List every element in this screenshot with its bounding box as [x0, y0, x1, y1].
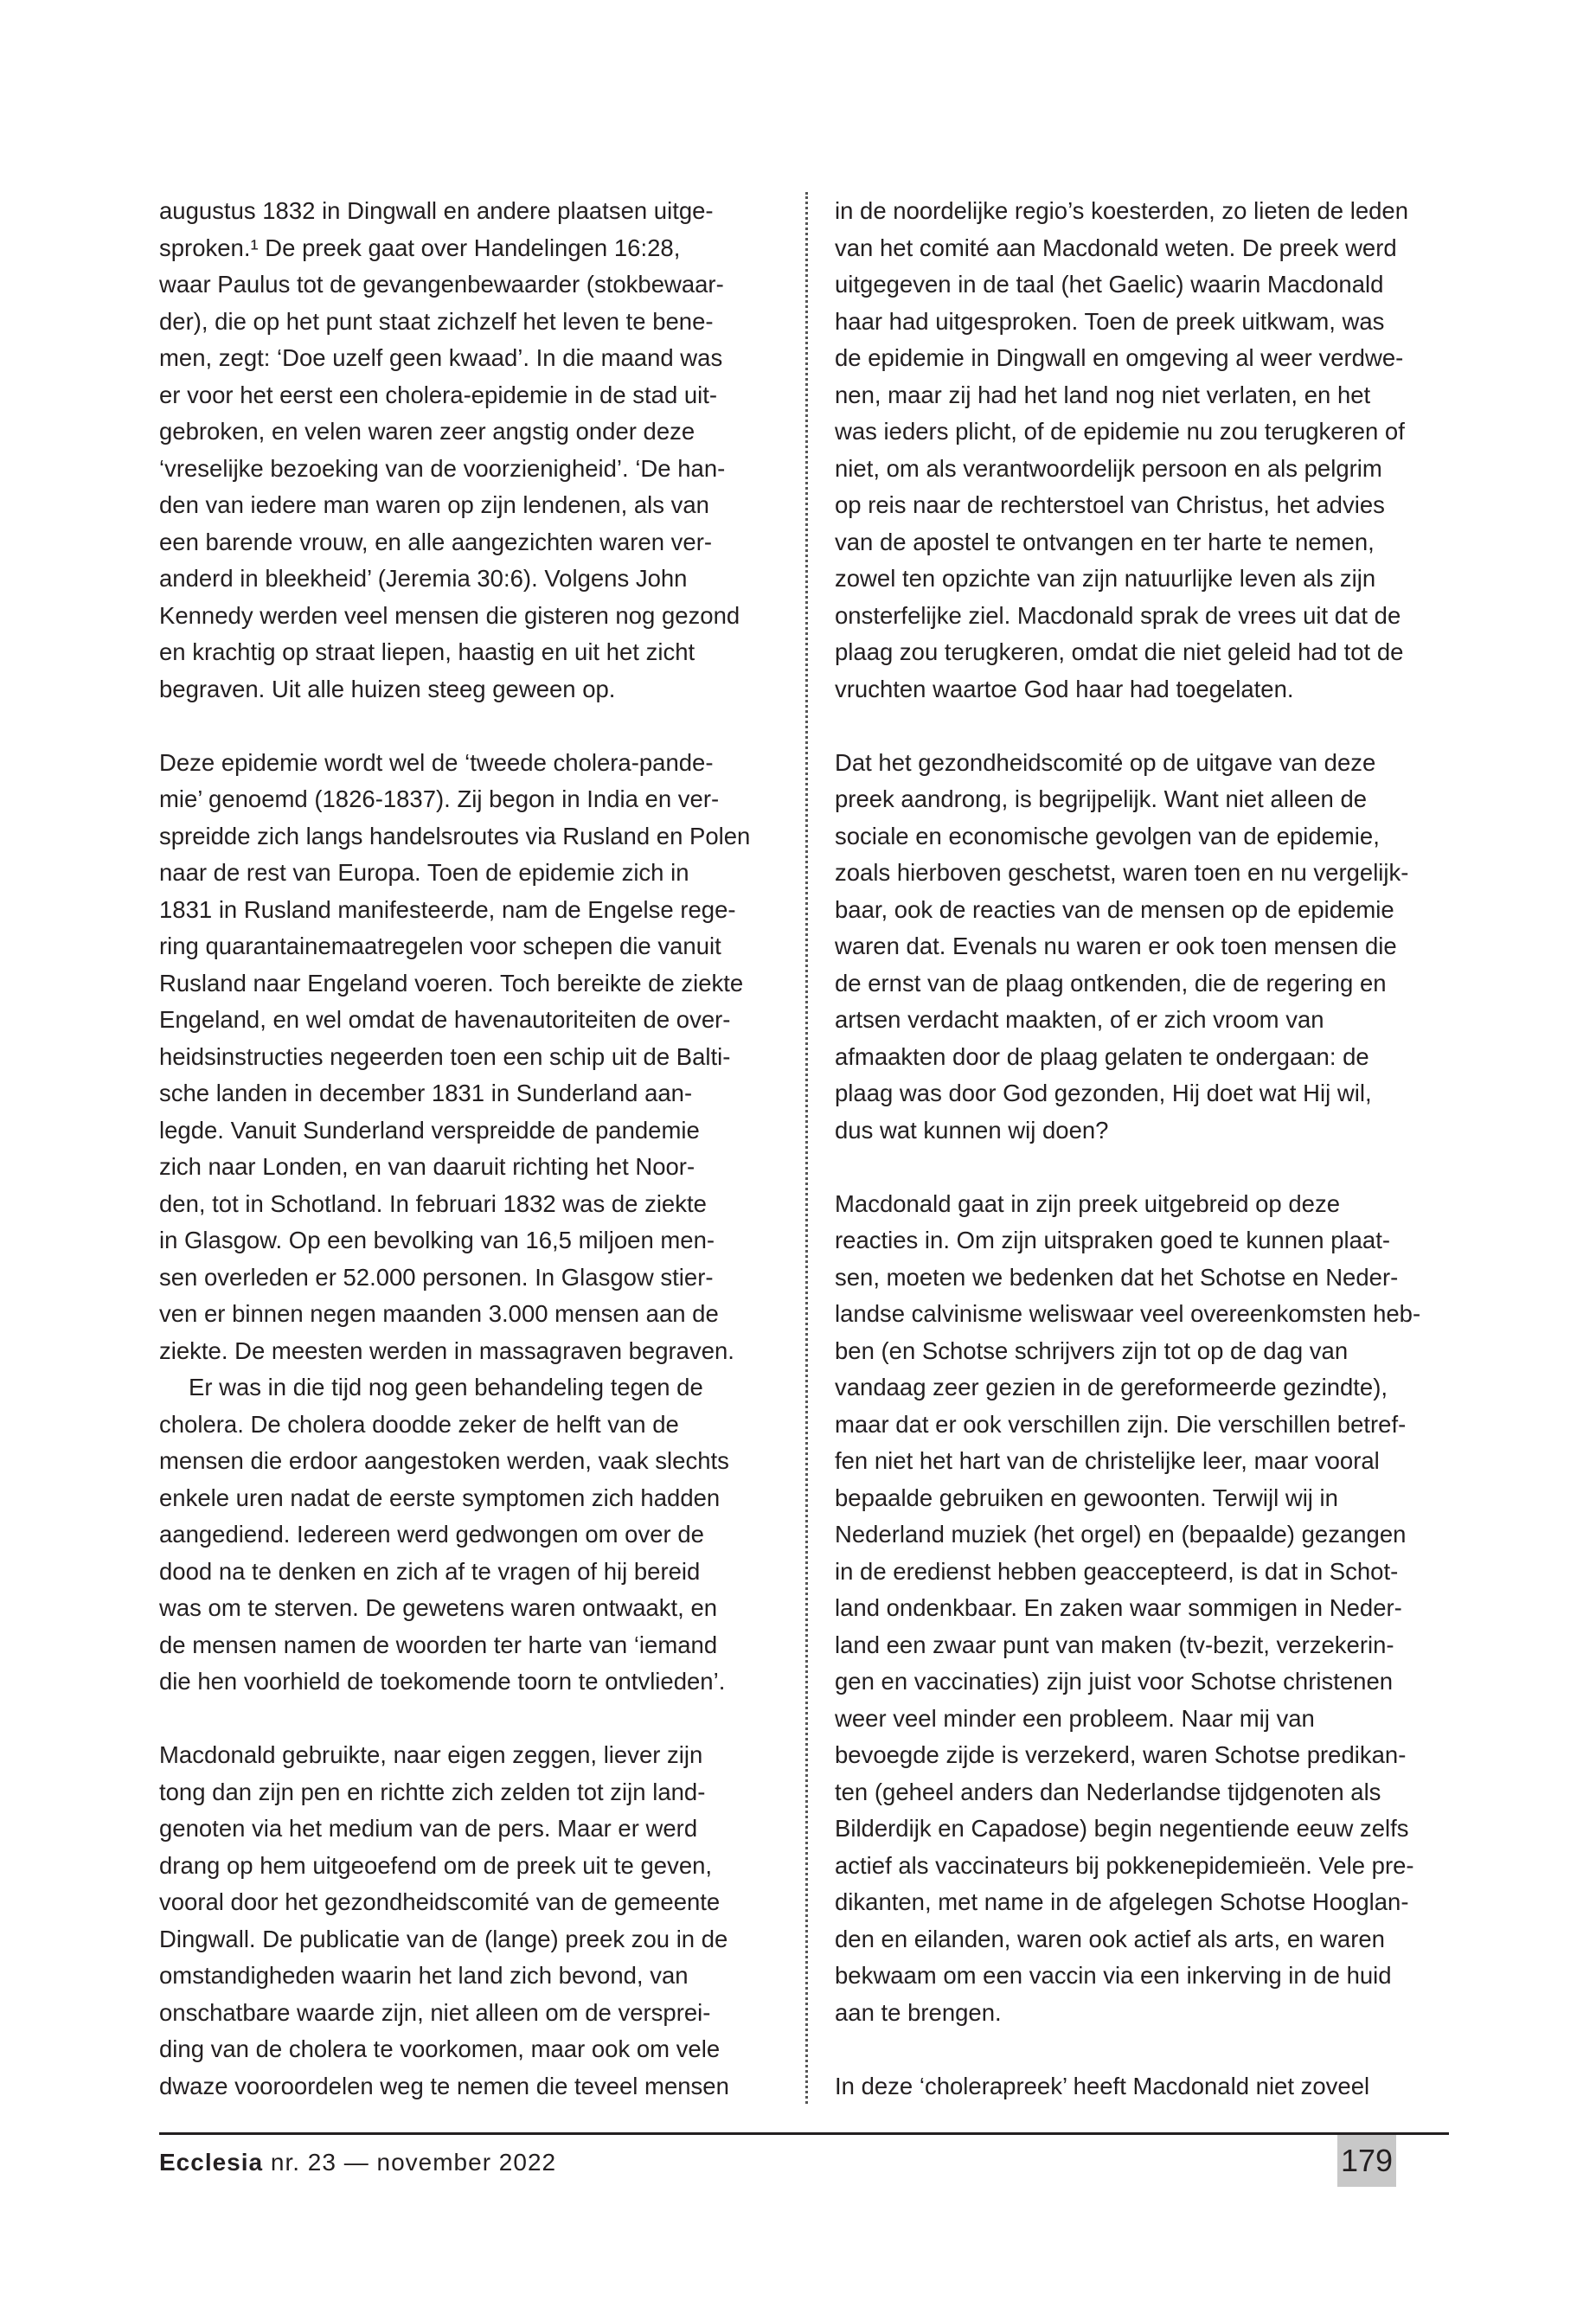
paragraph	[159, 1369, 791, 1701]
text-line: van het comité aan Macdonald weten. De preek werd	[835, 234, 1397, 261]
text-line: zoals hierboven geschetst, waren toen en nu vergelijk-	[835, 859, 1409, 886]
text-line: begraven. Uit alle huizen steeg geween op.	[159, 675, 616, 702]
text-line: Dingwall. De publicatie van de (lange) preek zou in de	[159, 1925, 728, 1952]
text-line: op reis naar de rechterstoel van Christus, het advies	[835, 491, 1385, 518]
text-line: der), die op het punt staat zichzelf het leven te bene-	[159, 307, 714, 335]
text-line: waar Paulus tot de gevangenbewaarder (stokbewaar-	[159, 271, 724, 298]
text-line: aan te brengen.	[835, 1998, 1002, 2026]
text-line: Kennedy werden veel mensen die gisteren nog gezond	[159, 601, 740, 629]
text-line: bepaalde gebruiken en gewoonten. Terwijl wij in	[835, 1484, 1338, 1511]
text-line: den en eilanden, waren ook actief als arts, en waren	[835, 1925, 1385, 1952]
text-line: preek aandrong, is begrijpelijk. Want niet alleen de	[835, 785, 1368, 812]
text-line: enkele uren nadat de eerste symptomen zich hadden	[159, 1484, 721, 1511]
text-line: er voor het eerst een cholera-epidemie in de stad uit-	[159, 381, 718, 408]
column-divider	[805, 192, 808, 2104]
text-line: afmaakten door de plaag gelaten te ondergaan: de	[835, 1042, 1369, 1070]
text-line: van de apostel te ontvangen en ter harte te nemen,	[835, 528, 1375, 555]
footer	[159, 2145, 556, 2180]
text-line: Bilderdijk en Capadose) begin negentiende eeuw zelfs	[835, 1815, 1409, 1842]
text-line: vruchten waartoe God haar had toegelaten.	[835, 675, 1294, 702]
text-line: Macdonald gaat in zijn preek uitgebreid op deze	[835, 1189, 1340, 1217]
text-line: een barende vrouw, en alle aangezichten waren ver-	[159, 528, 713, 555]
paragraph	[835, 193, 1466, 708]
text-line: tong dan zijn pen en richtte zich zelden tot zijn land-	[159, 1778, 706, 1805]
text-line: landse calvinisme weliswaar veel overeenkomsten heb-	[835, 1300, 1421, 1327]
issue-info: nr. 23 — november 2022	[270, 2149, 557, 2176]
text-line: gen en vaccinaties) zijn juist voor Schotse christenen	[835, 1668, 1394, 1695]
text-line: men, zegt: ‘Doe uzelf geen kwaad’. In die maand was	[159, 344, 723, 371]
text-line: zowel ten opzichte van zijn natuurlijke leven als zijn	[835, 565, 1376, 592]
paragraph	[159, 193, 791, 708]
text-line: sociale en economische gevolgen van de epidemie,	[835, 822, 1380, 849]
text-line: haar had uitgesproken. Toen de preek uitkwam, was	[835, 307, 1385, 335]
text-line: land een zwaar punt van maken (tv-bezit, verzekerin-	[835, 1631, 1394, 1658]
text-line: de epidemie in Dingwall en omgeving al weer verdwe-	[835, 344, 1404, 371]
text-line: drang op hem uitgeoefend om de preek uit te geven,	[159, 1851, 713, 1879]
text-line: vandaag zeer gezien in de gereformeerde gezindte),	[835, 1374, 1388, 1400]
text-line: onsterfelijke ziel. Macdonald sprak de vrees uit dat de	[835, 601, 1401, 629]
text-line: in de eredienst hebben geaccepteerd, is dat in Schot-	[835, 1557, 1399, 1585]
text-line: mie’ genoemd (1826-1837). Zij begon in India en ver-	[159, 785, 720, 812]
paragraph	[835, 2068, 1466, 2106]
text-line: niet, om als verantwoordelijk persoon en als pelgrim	[835, 454, 1382, 482]
paragraph-gap	[159, 1701, 791, 1738]
text-line: en krachtig op straat liepen, haastig en uit het zicht	[159, 638, 695, 665]
text-line: land ondenkbaar. En zaken waar sommigen in Neder-	[835, 1594, 1402, 1621]
text-line: was om te sterven. De gewetens waren ontwaakt, en	[159, 1594, 718, 1621]
text-line: was ieders plicht, of de epidemie nu zou terugkeren of	[835, 418, 1405, 445]
text-line: ten (geheel anders dan Nederlandse tijdgenoten als	[835, 1778, 1381, 1805]
text-line: Nederland muziek (het orgel) en (bepaalde) gezangen	[835, 1521, 1407, 1548]
paragraph	[159, 745, 791, 1370]
text-line: maar dat er ook verschillen zijn. Die verschillen betref-	[835, 1410, 1407, 1438]
text-line: mensen die erdoor aangestoken werden, vaak slechts	[159, 1447, 729, 1474]
text-line: gebroken, en velen waren zeer angstig onder deze	[159, 418, 695, 445]
text-line: in Glasgow. Op een bevolking van 16,5 miljoen men-	[159, 1227, 715, 1253]
text-line: heidsinstructies negeerden toen een schip uit de Balti-	[159, 1042, 731, 1070]
text-line: ding van de cholera te voorkomen, maar ook om vele	[159, 2035, 721, 2062]
text-line: In deze ‘cholerapreek’ heeft Macdonald niet zoveel	[835, 2072, 1370, 2099]
text-line: genoten via het medium van de pers. Maar er werd	[159, 1815, 698, 1842]
text-line: legde. Vanuit Sunderland verspreidde de pandemie	[159, 1116, 700, 1144]
text-line: plaag was door God gezonden, Hij doet wat Hij wil,	[835, 1080, 1372, 1106]
paragraph-gap	[835, 1149, 1466, 1186]
page-number: 179	[1337, 2135, 1396, 2187]
text-line: sen overleden er 52.000 personen. In Glasgow stier-	[159, 1263, 714, 1291]
text-line: de ernst van de plaag ontkenden, die de regering en	[835, 969, 1387, 997]
text-line: 1831 in Rusland manifesteerde, nam de Engelse rege-	[159, 895, 736, 923]
text-line: dikanten, met name in de afgelegen Schotse Hooglan-	[835, 1888, 1409, 1915]
text-line: fen niet het hart van de christelijke leer, maar vooral	[835, 1447, 1380, 1474]
text-line: anderd in bleekheid’ (Jeremia 30:6). Volgens John	[159, 565, 688, 592]
text-line: augustus 1832 in Dingwall en andere plaatsen uitge-	[159, 197, 714, 224]
text-line: Rusland naar Engeland voeren. Toch bereikte de ziekte	[159, 969, 744, 997]
left-column	[159, 193, 791, 2105]
text-line: actief als vaccinateurs bij pokkenepidemieën. Vele pre-	[835, 1851, 1414, 1879]
text-line: Deze epidemie wordt wel de ‘tweede cholera-pande-	[159, 748, 714, 776]
text-line: dood na te denken en zich af te vragen of hij bereid	[159, 1557, 701, 1585]
right-column	[835, 193, 1466, 2105]
text-line: baar, ook de reacties van de mensen op de epidemie	[835, 895, 1394, 923]
text-line: Er was in die tijd nog geen behandeling tegen de	[189, 1374, 703, 1400]
text-line: nen, maar zij had het land nog niet verlaten, en het	[835, 381, 1371, 408]
text-line: de mensen namen de woorden ter harte van ‘iemand	[159, 1631, 718, 1658]
paragraph-gap	[835, 708, 1466, 745]
text-line: in de noordelijke regio’s koesterden, zo lieten de leden	[835, 197, 1408, 224]
text-line: dwaze vooroordelen weg te nemen die teveel mensen	[159, 2072, 729, 2099]
text-line: die hen voorhield de toekomende toorn te ontvlieden’.	[159, 1668, 726, 1695]
text-line: sche landen in december 1831 in Sunderland aan-	[159, 1080, 693, 1106]
text-line: sen, moeten we bedenken dat het Schotse en Neder-	[835, 1263, 1399, 1291]
text-line: dus wat kunnen wij doen?	[835, 1116, 1109, 1144]
paragraph-gap	[835, 2031, 1466, 2068]
text-line: artsen verdacht maakten, of er zich vroom van	[835, 1006, 1324, 1033]
text-line: plaag zou terugkeren, omdat die niet geleid had tot de	[835, 638, 1404, 665]
paragraph	[159, 1737, 791, 2105]
text-line: sproken.¹ De preek gaat over Handelingen 16:28,	[159, 234, 681, 261]
text-line: Engeland, en wel omdat de havenautoriteiten de over-	[159, 1006, 731, 1033]
text-line: ben (en Schotse schrijvers zijn tot op de dag van	[835, 1336, 1349, 1364]
paragraph	[835, 1186, 1466, 2032]
paragraph-gap	[159, 708, 791, 745]
text-line: aangediend. Iedereen werd gedwongen om over de	[159, 1521, 704, 1548]
footer-rule	[159, 2132, 1449, 2135]
text-line: bevoegde zijde is verzekerd, waren Schotse predikan-	[835, 1741, 1407, 1768]
paragraph	[835, 745, 1466, 1150]
text-line: zich naar Londen, en van daaruit richting het Noor-	[159, 1153, 695, 1180]
text-line: ‘vreselijke bezoeking van de voorzienigheid’. ‘De han-	[159, 454, 726, 482]
text-line: vooral door het gezondheidscomité van de gemeente	[159, 1888, 721, 1915]
text-line: Macdonald gebruikte, naar eigen zeggen, liever zijn	[159, 1741, 703, 1768]
text-line: omstandigheden waarin het land zich bevond, van	[159, 1962, 689, 1989]
text-line: ziekte. De meesten werden in massagraven begraven.	[159, 1336, 734, 1364]
text-line: cholera. De cholera doodde zeker de helft van de	[159, 1410, 679, 1438]
text-line: Dat het gezondheidscomité op de uitgave van deze	[835, 748, 1376, 776]
text-line: naar de rest van Europa. Toen de epidemie zich in	[159, 859, 689, 886]
text-line: onschatbare waarde zijn, niet alleen om de versprei-	[159, 1998, 711, 2026]
text-line: ven er binnen negen maanden 3.000 mensen aan de	[159, 1300, 719, 1327]
text-line: ring quarantainemaatregelen voor schepen die vanuit	[159, 933, 721, 959]
text-line: uitgegeven in de taal (het Gaelic) waarin Macdonald	[835, 271, 1384, 298]
text-line: den, tot in Schotland. In februari 1832 was de ziekte	[159, 1189, 707, 1217]
text-line: waren dat. Evenals nu waren er ook toen mensen die	[835, 933, 1397, 959]
text-line: spreidde zich langs handelsroutes via Rusland en Polen	[159, 822, 751, 849]
text-line: reacties in. Om zijn uitspraken goed te kunnen plaat-	[835, 1227, 1391, 1253]
text-line: den van iedere man waren op zijn lendenen, als van	[159, 491, 709, 518]
journal-name: Ecclesia	[159, 2149, 264, 2176]
text-line: bekwaam om een vaccin via een inkerving in de huid	[835, 1962, 1392, 1989]
text-line: weer veel minder een probleem. Naar mij van	[835, 1704, 1315, 1732]
